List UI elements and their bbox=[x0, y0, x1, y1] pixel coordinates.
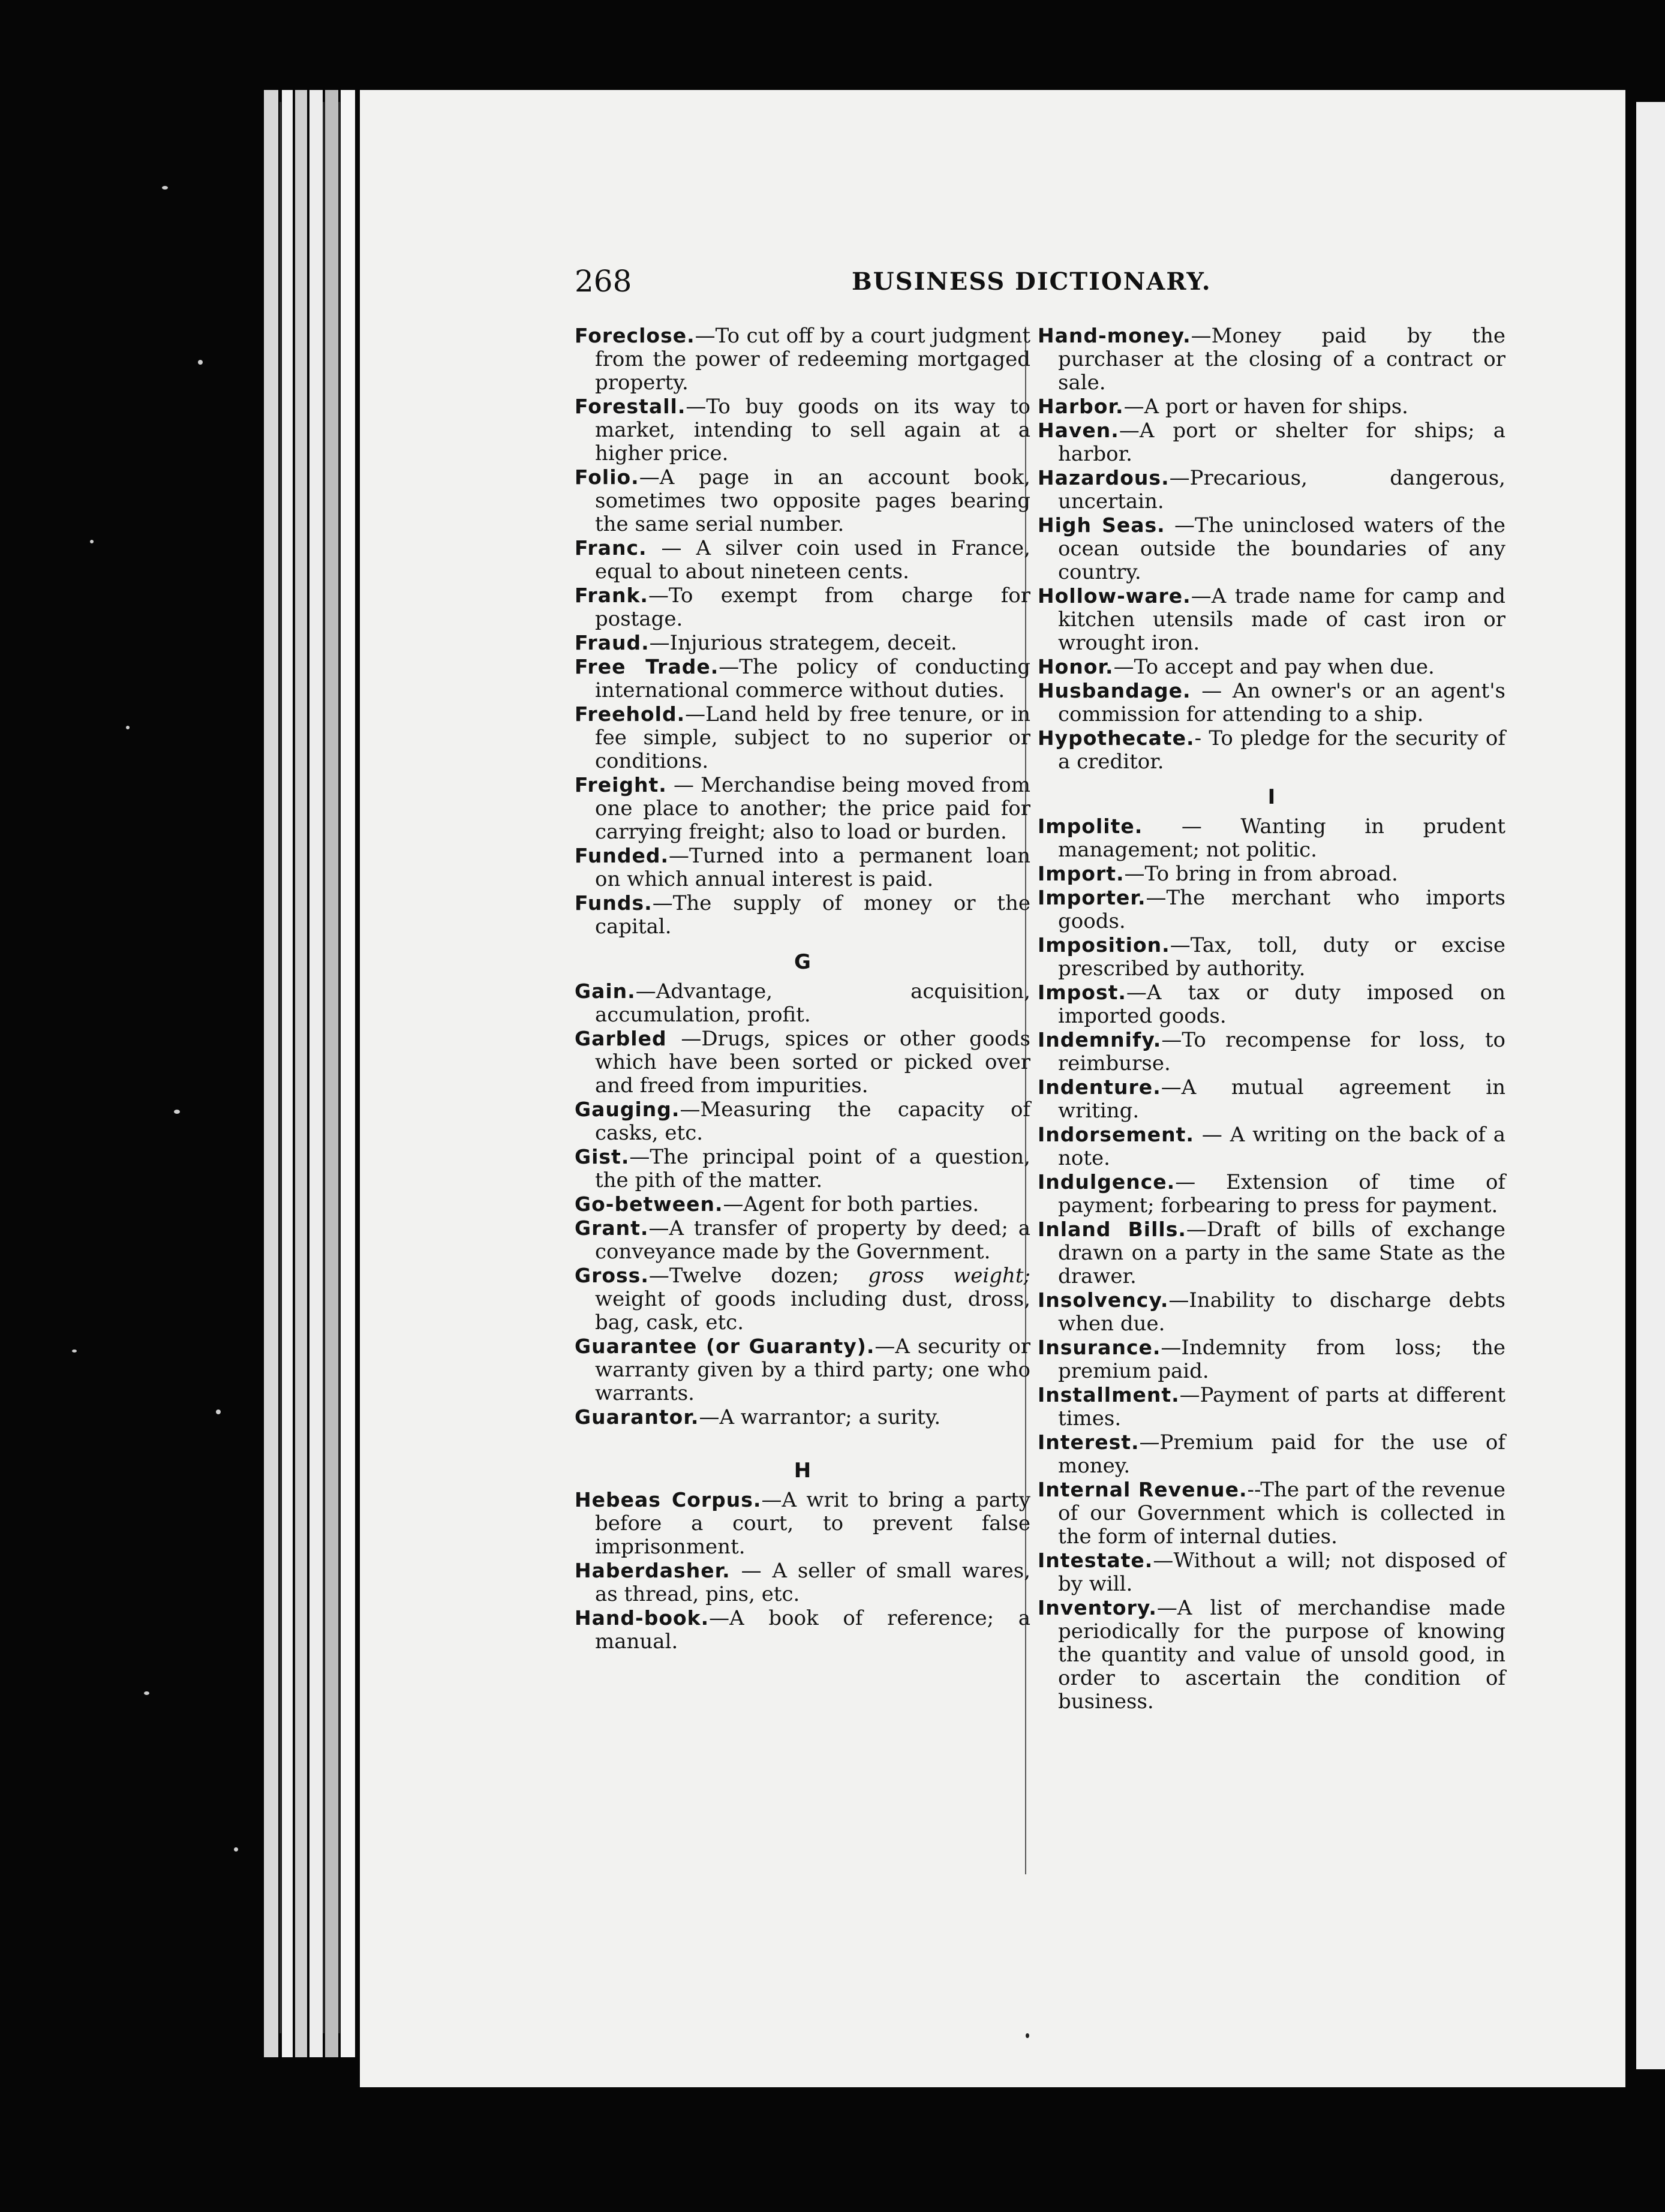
dictionary-entry bbox=[1038, 933, 1505, 981]
entry-term: Hollow-ware. bbox=[1038, 584, 1191, 608]
entry-term: Impolite. bbox=[1038, 815, 1143, 838]
entry-term: Freight. bbox=[575, 773, 667, 797]
dictionary-entry bbox=[575, 536, 1030, 584]
dictionary-entry bbox=[1038, 419, 1505, 466]
entry-definition: —To cut off by a court judgment from the power of redeeming mortgaged property. bbox=[595, 324, 1030, 395]
entry-term: Guarantee (or Guaranty). bbox=[575, 1335, 875, 1358]
dictionary-entry bbox=[1038, 1596, 1505, 1714]
dictionary-entry bbox=[1038, 726, 1505, 774]
entry-term: Indulgence. bbox=[1038, 1170, 1176, 1194]
entry-term: Hand-money. bbox=[1038, 324, 1191, 347]
dictionary-entry bbox=[1038, 1218, 1505, 1288]
dictionary-page bbox=[360, 90, 1625, 2087]
entry-term: Gauging. bbox=[575, 1098, 680, 1121]
entry-definition: —The policy of conducting international commerce without duties. bbox=[595, 655, 1030, 702]
entry-definition: — An owner's or an agent's commission for attending to a ship. bbox=[1058, 679, 1505, 726]
entry-definition: —Agent for both parties. bbox=[723, 1192, 979, 1216]
dictionary-entry bbox=[575, 979, 1030, 1027]
entry-term: Insurance. bbox=[1038, 1336, 1161, 1359]
entry-term: Haberdasher. bbox=[575, 1559, 731, 1582]
entry-term: Funded. bbox=[575, 844, 669, 867]
entry-definition: —A trade name for camp and kitchen utensils made of cast iron or wrought iron. bbox=[1058, 584, 1505, 655]
entry-term: Hazardous. bbox=[1038, 466, 1170, 489]
entry-term: Hand-book. bbox=[575, 1606, 710, 1630]
entry-term: Free Trade. bbox=[575, 655, 719, 678]
section-letter-h: H bbox=[794, 1459, 812, 1483]
dictionary-entry bbox=[1038, 1549, 1505, 1596]
dictionary-entry bbox=[1038, 1336, 1505, 1383]
dictionary-entry bbox=[1038, 1028, 1505, 1075]
dust-speck bbox=[72, 1350, 77, 1353]
entry-definition: —Inability to discharge debts when due. bbox=[1058, 1288, 1505, 1336]
entry-term: Guarantor. bbox=[575, 1405, 699, 1429]
page-edge bbox=[282, 90, 293, 2057]
dictionary-entry bbox=[575, 1216, 1030, 1264]
entry-term: Foreclose. bbox=[575, 324, 695, 347]
entry-definition: —To bring in from abroad. bbox=[1124, 862, 1398, 886]
entry-definition: —Turned into a permanent loan on which annual interest is paid. bbox=[595, 844, 1030, 891]
dictionary-entry bbox=[575, 1027, 1030, 1098]
entry-term: Haven. bbox=[1038, 419, 1119, 442]
entry-definition: —To accept and pay when due. bbox=[1113, 655, 1435, 679]
dust-speck bbox=[174, 1110, 180, 1114]
entry-definition: —A port or haven for ships. bbox=[1123, 395, 1408, 419]
entry-definition: —A security or warranty given by a third party; one who warrants. bbox=[595, 1335, 1030, 1405]
entry-definition: —Without a will; not disposed of by will. bbox=[1058, 1549, 1505, 1596]
dictionary-entry bbox=[1038, 466, 1505, 513]
entry-term: Husbandage. bbox=[1038, 679, 1191, 702]
entry-definition: —Twelve dozen; bbox=[648, 1264, 868, 1288]
entry-term: Installment. bbox=[1038, 1383, 1180, 1406]
entry-definition: —Indemnity from loss; the premium paid. bbox=[1058, 1336, 1505, 1383]
section-letter-g: G bbox=[794, 950, 811, 974]
entry-term: Inland Bills. bbox=[1038, 1218, 1186, 1241]
entry-term: Folio. bbox=[575, 465, 639, 489]
dictionary-entry bbox=[575, 1098, 1030, 1145]
dictionary-entry bbox=[575, 1559, 1030, 1606]
dictionary-entry bbox=[575, 702, 1030, 773]
dictionary-entry bbox=[575, 1405, 1030, 1429]
entry-definition: —A tax or duty imposed on imported goods. bbox=[1058, 981, 1505, 1028]
entry-term: Harbor. bbox=[1038, 395, 1124, 418]
entry-term: Intestate. bbox=[1038, 1549, 1153, 1572]
entry-definition: —A page in an account book, sometimes two opposite pages bearing the same serial number. bbox=[595, 465, 1030, 536]
dictionary-entry bbox=[575, 1264, 1030, 1335]
page-edge-shadow bbox=[338, 102, 340, 2033]
entry-term: Import. bbox=[1038, 862, 1125, 885]
entry-term: High Seas. bbox=[1038, 513, 1165, 537]
entry-term: Franc. bbox=[575, 536, 647, 560]
page-edge bbox=[295, 90, 307, 2057]
entry-term: Freehold. bbox=[575, 702, 686, 726]
dictionary-entry bbox=[1038, 679, 1505, 726]
dictionary-entry bbox=[1038, 1478, 1505, 1549]
dictionary-entry bbox=[575, 1488, 1030, 1559]
entry-definition: —To recompense for loss, to reimburse. bbox=[1058, 1028, 1505, 1075]
dictionary-entry bbox=[575, 1606, 1030, 1654]
entry-term: Fraud. bbox=[575, 631, 650, 654]
dictionary-entry bbox=[1038, 1383, 1505, 1430]
dictionary-entry bbox=[575, 584, 1030, 631]
entry-definition: - To pledge for the security of a creditor. bbox=[1058, 726, 1505, 774]
dictionary-entry bbox=[1038, 1170, 1505, 1218]
entry-term: Funds. bbox=[575, 891, 653, 915]
dust-speck bbox=[126, 726, 130, 729]
dictionary-entry bbox=[1038, 395, 1505, 419]
entry-term: Importer. bbox=[1038, 886, 1146, 909]
dictionary-entry bbox=[1038, 1288, 1505, 1336]
entry-definition: —A port or shelter for ships; a harbor. bbox=[1058, 419, 1505, 466]
section-letter-i: I bbox=[1267, 785, 1276, 809]
entry-term: Gain. bbox=[575, 979, 636, 1003]
page-edge-shadow bbox=[323, 102, 324, 2033]
dictionary-entry bbox=[1038, 862, 1505, 886]
dictionary-entry bbox=[1038, 1123, 1505, 1170]
entry-definition: —The uninclosed waters of the ocean outside the boundaries of any country. bbox=[1058, 513, 1505, 584]
dictionary-entry bbox=[575, 655, 1030, 702]
entry-definition: —A writ to bring a party before a court, to prevent false imprisonment. bbox=[595, 1488, 1030, 1559]
entry-term: Indenture. bbox=[1038, 1075, 1161, 1099]
page-edge bbox=[341, 90, 355, 2057]
dictionary-entry bbox=[1038, 1075, 1505, 1123]
entry-definition: —Tax, toll, duty or excise prescribed by authority. bbox=[1058, 933, 1505, 981]
right-column bbox=[1038, 324, 1505, 1714]
dictionary-entry bbox=[1038, 1430, 1505, 1478]
page-edge bbox=[325, 90, 338, 2057]
dust-speck bbox=[144, 1691, 149, 1695]
entry-definition: — Wanting in prudent management; not politic. bbox=[1058, 815, 1505, 862]
entry-definition: —Land held by free tenure, or in fee simple, subject to no superior or conditions. bbox=[595, 702, 1030, 773]
entry-definition: —To buy goods on its way to market, intending to sell again at a higher price. bbox=[595, 395, 1030, 465]
entry-definition: —Draft of bills of exchange drawn on a party in the same State as the drawer. bbox=[1058, 1218, 1505, 1288]
dictionary-entry bbox=[1038, 584, 1505, 655]
entry-term: Gross. bbox=[575, 1264, 649, 1287]
entry-term: Impost. bbox=[1038, 981, 1126, 1004]
entry-definition: —The merchant who imports goods. bbox=[1058, 886, 1505, 933]
dictionary-entry bbox=[575, 465, 1030, 536]
entry-definition: —Money paid by the purchaser at the closing of a contract or sale. bbox=[1058, 324, 1505, 395]
entry-definition: —Injurious strategem, deceit. bbox=[649, 631, 957, 655]
dust-speck bbox=[198, 360, 203, 365]
entry-term: Frank. bbox=[575, 584, 648, 607]
entry-term: Forestall. bbox=[575, 395, 686, 418]
dust-speck bbox=[234, 1847, 238, 1852]
facing-page-sliver bbox=[1636, 102, 1665, 2069]
entry-definition: —A book of reference; a manual. bbox=[595, 1606, 1030, 1654]
entry-term: Inventory. bbox=[1038, 1596, 1157, 1619]
dust-speck bbox=[162, 186, 168, 190]
dictionary-entry bbox=[1038, 886, 1505, 933]
entry-term: Indorsement. bbox=[1038, 1123, 1194, 1146]
entry-term: Insolvency. bbox=[1038, 1288, 1169, 1312]
entry-definition: —Measuring the capacity of casks, etc. bbox=[595, 1098, 1030, 1145]
entry-definition: —A mutual agreement in writing. bbox=[1058, 1075, 1505, 1123]
dictionary-entry bbox=[575, 891, 1030, 939]
entry-definition: —The supply of money or the capital. bbox=[595, 891, 1030, 939]
entry-definition: —The principal point of a question, the pith of the matter. bbox=[595, 1145, 1030, 1192]
entry-definition: —Drugs, spices or other goods which have been sorted or picked over and freed from impurities. bbox=[595, 1027, 1030, 1098]
page-edge-shadow bbox=[279, 102, 281, 2033]
entry-term: Internal Revenue. bbox=[1038, 1478, 1248, 1501]
entry-definition: — A writing on the back of a note. bbox=[1058, 1123, 1505, 1170]
entry-definition: —Advantage, acquisition, accumulation, profit. bbox=[595, 979, 1030, 1027]
entry-term: Hypothecate. bbox=[1038, 726, 1195, 750]
dictionary-entry bbox=[1038, 324, 1505, 395]
page-header bbox=[360, 264, 1625, 306]
dictionary-entry bbox=[575, 844, 1030, 891]
entry-term: Gist. bbox=[575, 1145, 630, 1168]
entry-term: Imposition. bbox=[1038, 933, 1170, 957]
entry-definition: —A warrantor; a surity. bbox=[699, 1405, 941, 1429]
entry-term: Indemnify. bbox=[1038, 1028, 1162, 1051]
page-edge bbox=[264, 90, 278, 2057]
entry-definition: --The part of the revenue of our Government which is collected in the form of internal duties. bbox=[1058, 1478, 1505, 1549]
left-column bbox=[575, 324, 1030, 1654]
entry-term: Garbled bbox=[575, 1027, 667, 1050]
entry-term: Interest. bbox=[1038, 1430, 1140, 1454]
running-title: BUSINESS DICTIONARY. bbox=[852, 268, 1212, 296]
entry-definition: —A list of merchandise made periodically for the purpose of knowing the quantity and value of unsold good, in order to ascertain the condition of business. bbox=[1058, 1596, 1505, 1714]
dictionary-entry bbox=[575, 1145, 1030, 1192]
dust-speck bbox=[90, 540, 94, 543]
dictionary-entry bbox=[1038, 815, 1505, 862]
entry-definition: —Payment of parts at different times. bbox=[1058, 1383, 1505, 1430]
dust-speck bbox=[216, 1409, 221, 1414]
entry-definition: —To exempt from charge for postage. bbox=[595, 584, 1030, 631]
entry-term: Hebeas Corpus. bbox=[575, 1488, 762, 1511]
page-number: 268 bbox=[575, 264, 632, 299]
dictionary-entry bbox=[575, 1192, 1030, 1216]
dictionary-entry bbox=[575, 1335, 1030, 1405]
dictionary-entry bbox=[1038, 513, 1505, 584]
entry-term: Go-between. bbox=[575, 1192, 723, 1216]
dictionary-entry bbox=[575, 324, 1030, 395]
dictionary-entry bbox=[575, 773, 1030, 844]
dictionary-entry bbox=[1038, 655, 1505, 679]
entry-definition: — A seller of small wares, as thread, pins, etc. bbox=[595, 1559, 1030, 1606]
entry-definition: —A transfer of property by deed; a conveyance made by the Government. bbox=[595, 1216, 1030, 1264]
page-edge bbox=[309, 90, 323, 2057]
ink-speck bbox=[1026, 2033, 1029, 2038]
dictionary-entry bbox=[1038, 981, 1505, 1028]
dictionary-entry bbox=[575, 395, 1030, 465]
entry-definition: — Extension of time of payment; forbearing to press for payment. bbox=[1058, 1170, 1505, 1218]
entry-term: Honor. bbox=[1038, 655, 1114, 678]
entry-definition: — Merchandise being moved from one place to another; the price paid for carrying freight; also to load or burden. bbox=[595, 773, 1030, 844]
entry-italic-gloss: gross weight; bbox=[868, 1264, 1030, 1288]
entry-definition-continued: weight of goods including dust, dross, bag, cask, etc. bbox=[595, 1287, 1030, 1335]
entry-definition: —Precarious, dangerous, uncertain. bbox=[1058, 466, 1505, 513]
entry-definition: —Premium paid for the use of money. bbox=[1058, 1430, 1505, 1478]
entry-definition: — A silver coin used in France, equal to about nineteen cents. bbox=[595, 536, 1030, 584]
dictionary-entry bbox=[575, 631, 1030, 655]
entry-term: Grant. bbox=[575, 1216, 649, 1240]
